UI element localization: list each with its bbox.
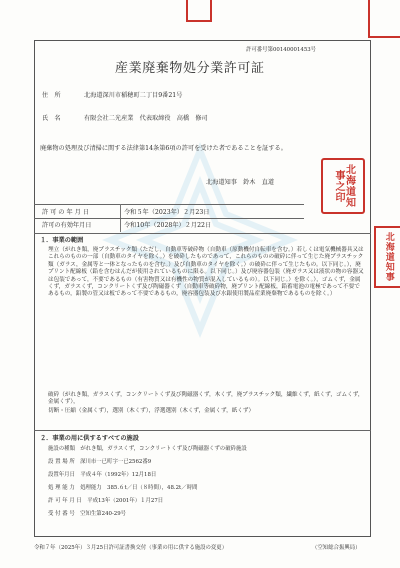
divider [34,204,304,205]
facility-row: 施設の種類 がれき類，ガラスくず，コンクリートくず及び陶磁器くずの破砕施設 [48,446,247,452]
expiry-date-value: 令和10年（2028年）２月22日 [124,222,212,229]
section-1-text-1: 埋立（がれき類，廃プラスチック類（ただし，自動車等破砕物（自動車（原動機付自転車を含む。）若しくは電気機械器具又はこれらのものの一部（自動車のタイヤを除く。）を破砕したものであって，これらのものの破砕に伴って生じた廃プラスチック類（ガラス，金属等と一体となったものを含む。）及び自動車のタイヤを除く。）の破砕に伴って生じたもの。以下同じ。），廃プリント配線板（鉛を含むはんだが使用されているものに限る。以下同じ。）及び廃容器包装（廃ガラス又は液状の物の容器又は包装であって，不要であるもの（有害物質又は有機性の物質が混入しているもの）。以下同じ。）を除く。），ゴムくず，金属くず，ガラスくず，コンクリートくず及び陶磁器くず（自動車等破砕物，廃プリント配線板，鉛蓄電池の電極であって不要であるもの，鉛製の管又は板であって不要であるもの，廃容器包装及び水銀使用製品産業廃棄物であるものを除く。） [48,247,364,298]
address-label: 住 所 [42,92,61,99]
section-1-text-3: 切断・圧縮（金属くず），選別（木くず），浮選選別（木くず，金属くず，紙くず） [48,408,255,414]
partial-seal-top [186,0,212,22]
partial-seal-corner [368,0,400,38]
reissue-note: 令和７年（2025年）３月25日許可証書換交付（事業の用に供する施設の変更） [34,545,228,551]
permit-number: 許可番号第00140001453号 [246,47,317,53]
divider [34,430,371,431]
address-value: 北海道深川市稲穂町二丁目9番21号 [84,92,183,99]
permit-date-value: 令和５年（2023年）２月23日 [124,209,210,216]
issuing-office: （空知総合振興局） [312,545,361,551]
facility-row: 設 置 場 所 深川市一已町字一已2562番9 [48,459,152,465]
facility-row: 設置年月日 平成４年（1992年）12月18日 [48,472,157,478]
facility-row: 許 可 年 月 日 平成13年（2001年）１月27日 [48,498,164,504]
section-1-heading: １．事業の範囲 [40,237,84,244]
divider [34,218,304,219]
facility-row: 受 付 番 号 空知生第240-29号 [48,511,127,517]
page-title: 産業廃棄物処分業許可証 [115,61,265,76]
divider [34,233,371,234]
facility-row: 処 理 能 力 処理能力 385.６t／日（８時間），48.2t／時間 [48,485,198,491]
section-1-text-2: 破砕（がれき類，ガラスくず，コンクリートくず及び陶磁器くず，木くず，廃プラスチック類，繊維くず，紙くず，ゴムくず，金属くず）， [48,392,364,406]
name-value: 有限会社二光産業 代表取締役 高橋 修司 [84,115,208,122]
margin-seal-text: 北海道知事 [383,232,394,282]
name-label: 氏 名 [42,115,61,122]
permit-date-label: 許 可 の 年 月 日 [42,209,89,216]
official-seal-text: 北海道知事之印 [333,164,355,208]
expiry-date-label: 許可の有効年月日 [42,222,92,229]
official-seal [321,158,365,214]
section-2-heading: ２．事業の用に供するすべての施設 [40,435,139,442]
intro-statement: 廃棄物の処理及び清掃に関する法律第14条第6項の許可を受けた者であることを証する。 [40,145,287,152]
issuer-name: 北海道知事 鈴木 直道 [206,179,275,186]
partial-seal-margin [374,226,400,288]
